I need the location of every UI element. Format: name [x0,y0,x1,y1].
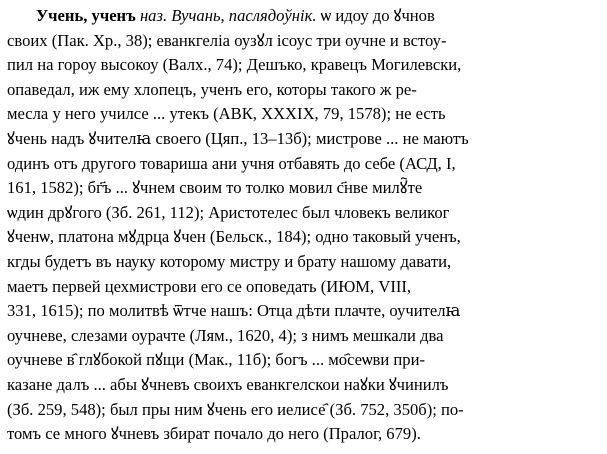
entry-line: 331, 1615); по молитвѣ ѿтче нашъ: Отца дѣти плачте, оучителꙗ [7,301,461,321]
entry-line: ꙋченѡ, платона мꙋдрца ꙋчен (Бельск., 184); одно таковый ученъ, [7,227,461,247]
entry-line: пил на гороу высокоу (Валх., 74); Дешъко, кравецъ Могилевски, [7,55,462,75]
entry-line-first [7,4,601,29]
entry-line: маетъ первей цехмистрови его се оповедать (ИЮМ, VIII, [7,276,412,296]
entry-line: (Зб. 259, 548); был пры ним ꙋчень его иелисе҄ (Зб. 752, 350б); по- [7,399,464,419]
entry-line-text: ѡ идоу до ꙋчнов [316,6,435,25]
entry-line: своих (Пак. Хр., 38); еванкгеліа оузꙋл ісоус три оучне и встоу- [7,30,447,50]
entry-line: ꙋчень надъ ꙋчителꙗ своего (Цяп., 13–13б); мистрове ... не маютъ [7,128,469,148]
entry-line: ѡдин дрꙋгого (Зб. 261, 112); Аристотелес был чловекъ великог [7,202,450,222]
entry-line: оучневе, слезами оурачте (Лям., 1620, 4); з нимъ мешкали два [7,325,444,345]
grammar-label: наз. Вучань, паслядоўнік. [139,6,317,25]
entry-line: 161, 1582); бг҃ъ ... ꙋчнем своим то толко мовил с҃нве милꙋ҇те [7,178,423,198]
entry-line: одинъ отъ другого товариша ани учня отбавять до себе (АСД, I, [7,153,456,173]
entry-line: оучневе в҄ глꙋбокой пꙋщи (Мак., 11б); богъ ... мо҄сеѡви при- [7,350,425,370]
entry-line: казане далъ ... абы ꙋчневъ своихъ еванкгелскои наꙋки ꙋчинилъ [7,374,449,394]
entry-line: месла у него училсе ... утекъ (АВК, XXXIX, 79, 1578); не есть [7,104,446,124]
dictionary-entry [7,4,601,447]
headword: Учень, ученъ [36,6,136,25]
entry-line: кгды будетъ въ науку которому мистру и брату нашому давати, [7,251,452,271]
entry-line: опаведал, иж ему хлопецъ, ученъ его, которы такого ж ре- [7,79,417,99]
entry-line: томъ се много ꙋчневъ збират почало до него (Пралог, 679). [7,424,421,444]
